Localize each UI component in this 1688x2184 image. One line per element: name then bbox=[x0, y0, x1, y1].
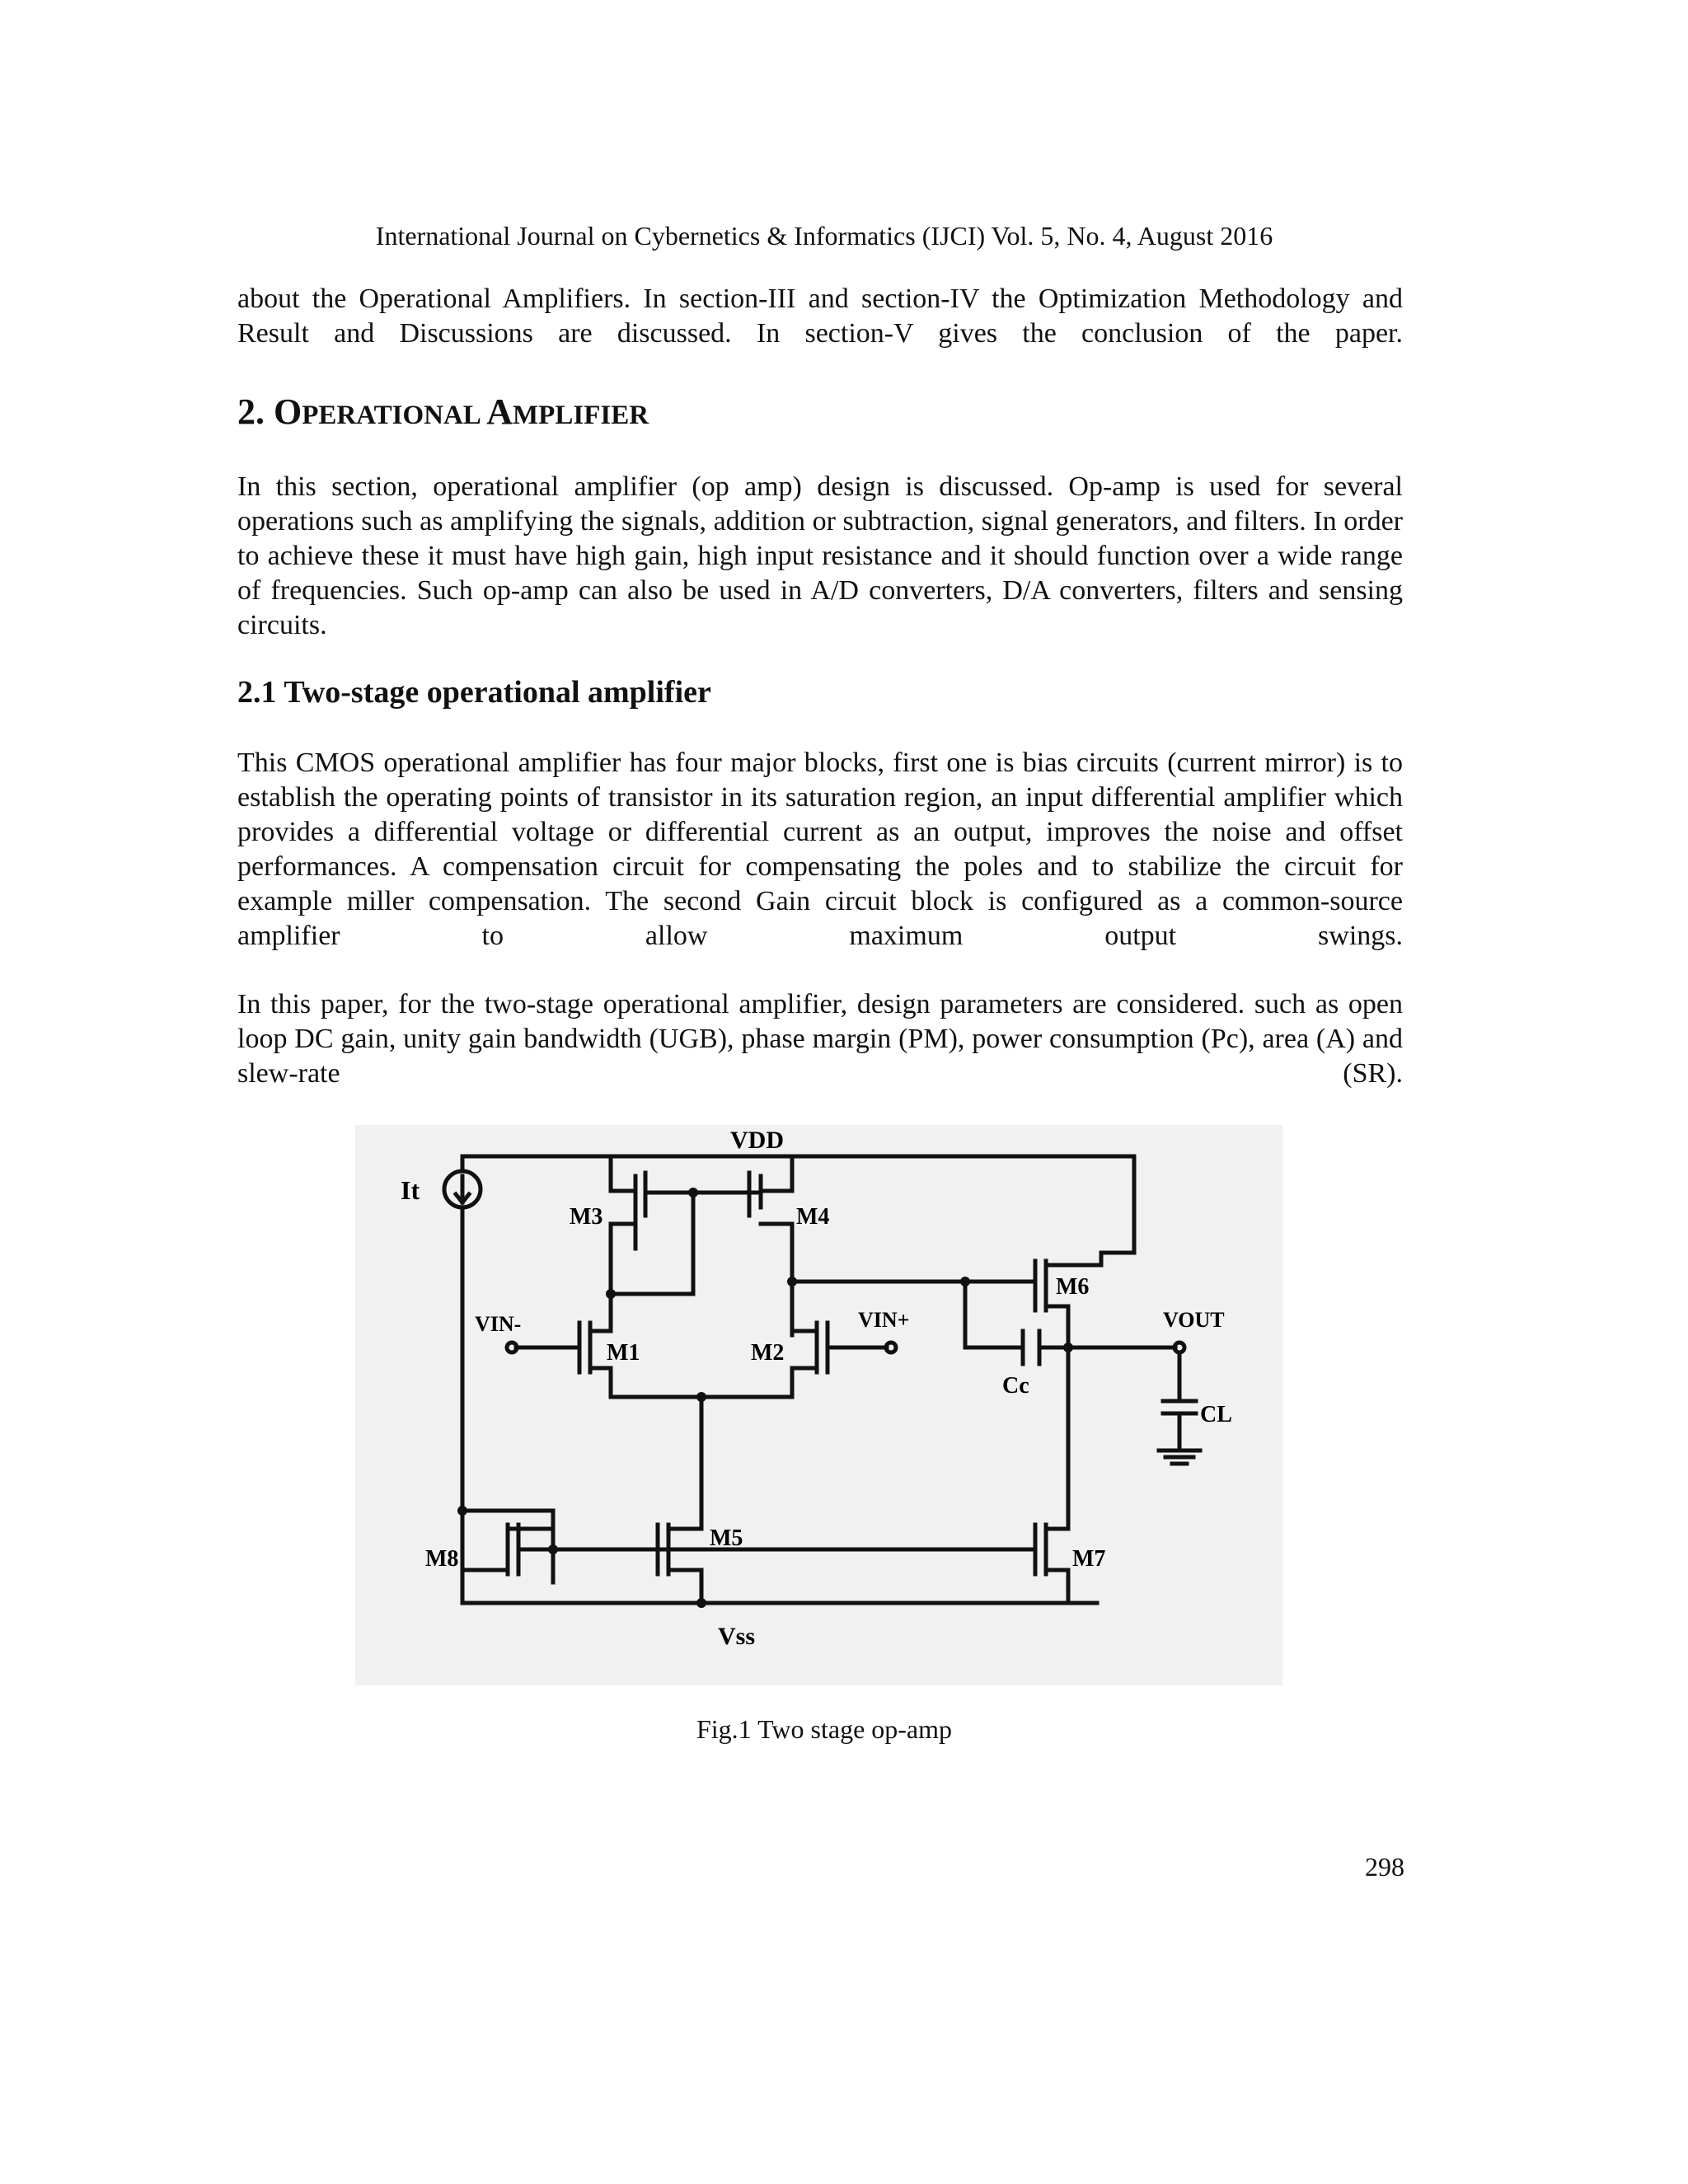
section-2-heading: 2. OPERATIONAL AMPLIFIER bbox=[237, 391, 649, 432]
label-m2: M2 bbox=[751, 1340, 785, 1366]
label-m8: M8 bbox=[425, 1546, 459, 1572]
section-2-1-heading: 2.1 Two-stage operational amplifier bbox=[237, 675, 711, 710]
label-vout: VOUT bbox=[1163, 1308, 1225, 1332]
label-vin-plus: VIN+ bbox=[858, 1308, 910, 1332]
section-2-1-paragraph-1: This CMOS operational amplifier has four major blocks, first one is bias circuits (current mirror) is to establish the operating points of transistor in its saturation region, an input differential amplifier which provides a differential voltage or differential current as an output, improves the noise and offset performances. A compensation circuit for compensating the poles and to stabilize the circuit for example miller compensation. The second Gain circuit block is configured as a common-source amplifier to allow maximum output swings. bbox=[237, 748, 1403, 951]
label-cc: Cc bbox=[1002, 1373, 1029, 1399]
label-m5: M5 bbox=[710, 1526, 743, 1551]
label-m3: M3 bbox=[570, 1204, 603, 1230]
label-it: It bbox=[401, 1175, 420, 1205]
section-2-paragraph: In this section, operational amplifier (op amp) design is discussed. Op-amp is used for several operations such as amplifying the signals, addition or subtraction, signal generators, and filters. In order to achieve these it must have high gain, high input resistance and it should function over a wide range of frequencies. Such op-amp can also be used in A/D converters, D/A converters, filters and sensing circuits. bbox=[237, 471, 1403, 640]
label-vss: Vss bbox=[718, 1623, 756, 1650]
section-2-1-paragraph-2: In this paper, for the two-stage operational amplifier, design parameters are considered. such as open loop DC gain, unity gain bandwidth (UGB), phase margin (PM), power consumption (Pc), area (A) and slew-rate (SR). bbox=[237, 989, 1403, 1089]
label-m1: M1 bbox=[607, 1340, 640, 1366]
label-cl: CL bbox=[1200, 1402, 1232, 1427]
intro-paragraph: about the Operational Amplifiers. In section-III and section-IV the Optimization Methodology and Result and Discussions are discussed. In section-V gives the conclusion of the paper. bbox=[237, 284, 1403, 349]
figure-caption: Fig.1 Two stage op-amp bbox=[696, 1714, 953, 1744]
page-number: 298 bbox=[1365, 1852, 1404, 1882]
label-vin-minus: VIN- bbox=[475, 1312, 522, 1336]
running-header: International Journal on Cybernetics & Informatics (IJCI) Vol. 5, No. 4, August 2016 bbox=[375, 221, 1273, 251]
label-m6: M6 bbox=[1056, 1274, 1090, 1300]
label-m4: M4 bbox=[796, 1204, 830, 1230]
opamp-schematic bbox=[355, 1125, 1282, 1685]
label-m7: M7 bbox=[1072, 1546, 1106, 1572]
two-stage-opamp-figure bbox=[355, 1125, 1282, 1685]
label-vdd: VDD bbox=[730, 1127, 784, 1154]
